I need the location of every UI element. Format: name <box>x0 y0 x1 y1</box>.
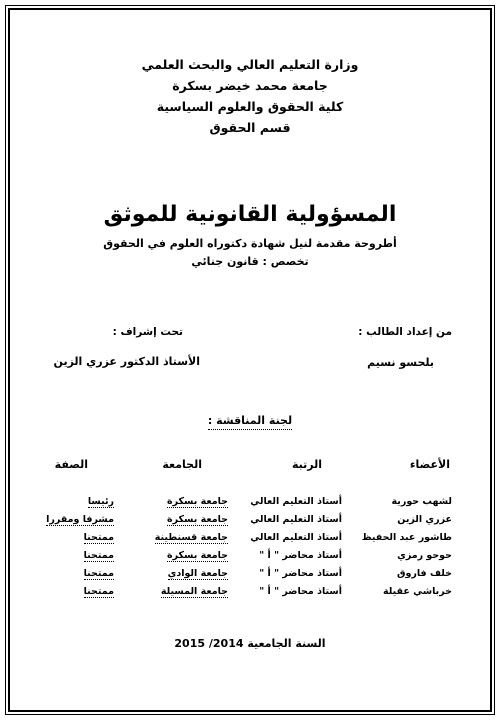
member-name: خرباشي عقيلة <box>383 586 452 597</box>
thesis-cover-page <box>8 8 492 712</box>
member-rank: أستاذ التعليم العالي <box>250 532 342 543</box>
member-rank: أستاذ محاضر " أ " <box>259 586 342 597</box>
table-row <box>10 550 490 568</box>
committee-table <box>10 496 490 604</box>
table-row <box>10 514 490 532</box>
committee-title-text: لجنة المناقشة : <box>208 414 292 430</box>
department-name: قسم الحقوق <box>209 120 291 135</box>
member-name: خلف فاروق <box>396 568 452 579</box>
faculty-name: كلية الحقوق والعلوم السياسية <box>156 99 344 114</box>
member-university: جامعة الوادي <box>167 568 228 579</box>
institution-header <box>10 54 490 138</box>
member-university: جامعة قسنطينة <box>154 532 228 543</box>
ministry-name: وزارة التعليم العالي والبحث العلمي <box>141 57 359 72</box>
specialization: تخصص : قانون جنائي <box>191 255 309 268</box>
prepared-by-label: من إعداد الطالب : <box>358 326 452 338</box>
member-role: ممتحنا <box>83 532 114 543</box>
column-header-members: الأعضاء <box>409 458 450 471</box>
member-university: جامعة بسكرة <box>166 496 228 507</box>
member-role: ممتحنا <box>83 586 114 597</box>
member-university: جامعة بسكرة <box>166 514 228 525</box>
column-header-rank: الرتبة <box>291 458 322 471</box>
student-name: بلحسو نسيم <box>367 356 434 369</box>
member-university: جامعة بسكرة <box>166 550 228 561</box>
table-row <box>10 532 490 550</box>
supervisor-name: الأستاذ الدكتور عزري الزين <box>53 355 200 368</box>
university-name: جامعة محمد خيضر بسكرة <box>172 78 328 93</box>
table-row <box>10 496 490 514</box>
member-rank: أستاذ محاضر " أ " <box>259 550 342 561</box>
column-header-role: الصفة <box>54 458 88 471</box>
member-role: ممتحنا <box>83 550 114 561</box>
thesis-subtitle: أطروحة مقدمة لنيل شهادة دكتوراه العلوم في الحقوق <box>103 237 397 250</box>
member-role: مشرفا ومقررا <box>46 514 114 525</box>
member-name: عزري الزين <box>397 514 452 525</box>
committee-title <box>10 414 490 427</box>
thesis-title: المسؤولية القانونية للموثق <box>103 202 397 227</box>
table-row <box>10 586 490 604</box>
member-name: طاشور عبد الحفيظ <box>361 532 452 543</box>
table-row <box>10 568 490 586</box>
member-rank: أستاذ التعليم العالي <box>250 514 342 525</box>
column-header-university: الجامعة <box>162 458 202 471</box>
supervised-by-label: تحت إشراف : <box>112 326 183 338</box>
member-role: ممتحنا <box>83 568 114 579</box>
member-role: رئيسا <box>87 496 114 507</box>
academic-year: السنة الجامعية 2014/ 2015 <box>174 637 326 650</box>
member-rank: أستاذ محاضر " أ " <box>259 568 342 579</box>
member-name: لشهب حورية <box>391 496 452 507</box>
member-rank: أستاذ التعليم العالي <box>250 496 342 507</box>
member-university: جامعة المسيلة <box>160 586 228 597</box>
member-name: حوحو رمزي <box>397 550 452 561</box>
